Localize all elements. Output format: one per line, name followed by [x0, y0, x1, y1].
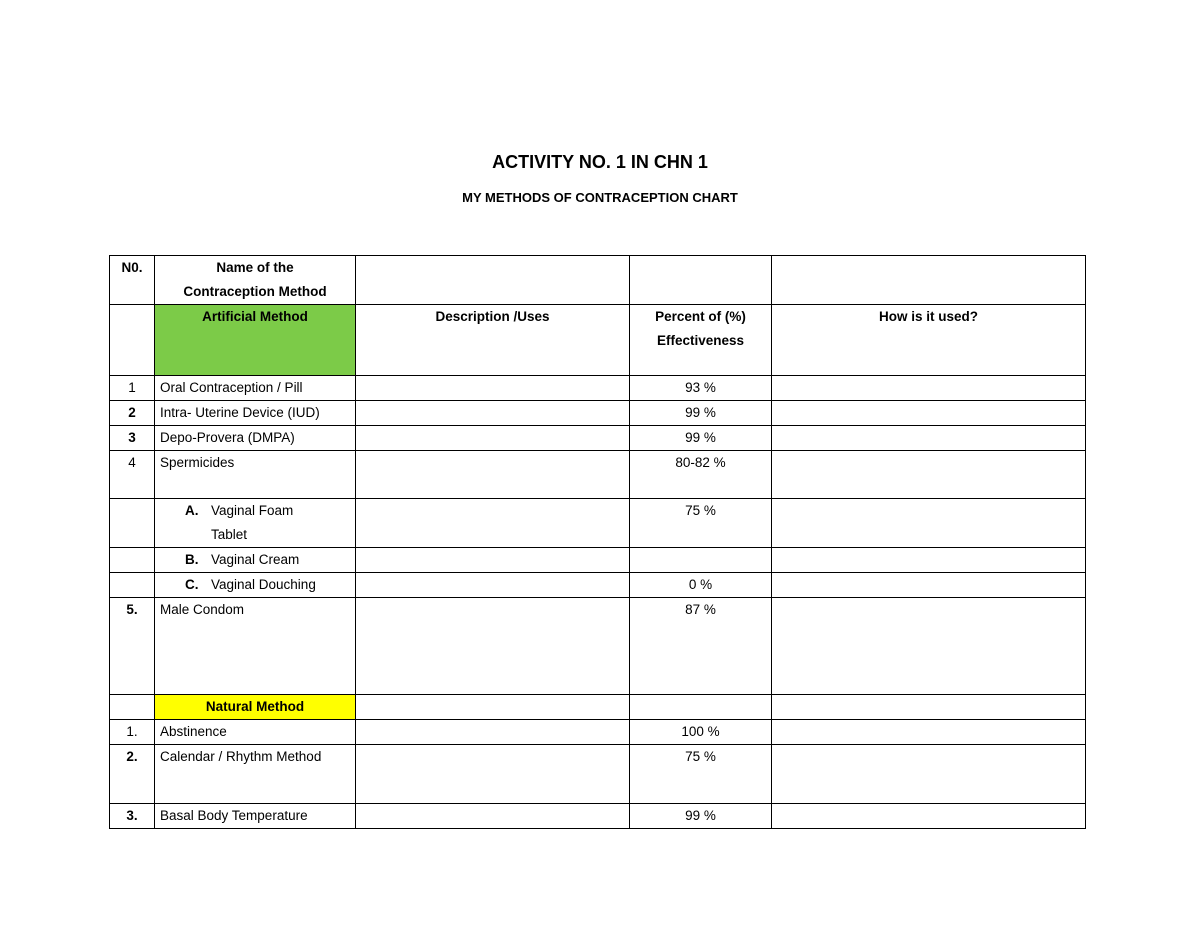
percent-cell: 80-82 %: [630, 451, 772, 499]
header-row: [110, 305, 1086, 376]
header-empty-cell: [772, 256, 1086, 305]
percent-cell: 100 %: [630, 720, 772, 745]
how-used-cell: [772, 720, 1086, 745]
table-row: [110, 426, 1086, 451]
contraception-table: [109, 255, 1086, 829]
method-name: Depo-Provera (DMPA): [155, 426, 356, 451]
description-cell: [356, 548, 630, 573]
sub-item-letter: A.: [185, 503, 199, 518]
percent-cell: 99 %: [630, 401, 772, 426]
sub-item-name-cont: Tablet: [211, 527, 248, 542]
description-cell: [356, 401, 630, 426]
how-used-cell: [772, 804, 1086, 829]
sub-item-name: Vaginal Cream: [211, 552, 300, 567]
how-used-cell: [772, 376, 1086, 401]
row-number: [110, 548, 155, 573]
page-title: ACTIVITY NO. 1 IN CHN 1: [492, 152, 708, 172]
row-number: [110, 573, 155, 598]
table-row: [110, 598, 1086, 695]
percent-cell: 75 %: [630, 499, 772, 548]
percent-cell: [630, 548, 772, 573]
row-number: 3: [110, 426, 155, 451]
description-cell: [356, 573, 630, 598]
row-number: 2.: [110, 745, 155, 804]
description-cell: [356, 451, 630, 499]
description-cell: [356, 426, 630, 451]
header-percent-line1: Percent of (%): [655, 309, 746, 324]
percent-cell: 93 %: [630, 376, 772, 401]
method-name: [155, 548, 356, 573]
method-name: Male Condom: [155, 598, 356, 695]
method-name: Calendar / Rhythm Method: [155, 745, 356, 804]
percent-cell: 99 %: [630, 804, 772, 829]
description-cell: [356, 804, 630, 829]
table-row: [110, 573, 1086, 598]
sub-item-letter: C.: [185, 577, 199, 592]
percent-cell: 99 %: [630, 426, 772, 451]
row-number: [110, 695, 155, 720]
header-percent-line2: Effectiveness: [656, 333, 745, 348]
method-name: Abstinence: [155, 720, 356, 745]
description-cell: [356, 745, 630, 804]
percent-cell: 0 %: [630, 573, 772, 598]
method-name: Oral Contraception / Pill: [155, 376, 356, 401]
method-name: Basal Body Temperature: [155, 804, 356, 829]
description-cell: [356, 695, 630, 720]
row-number: 1.: [110, 720, 155, 745]
table-row: [110, 451, 1086, 499]
how-used-cell: [772, 451, 1086, 499]
header-name-line1: Name of the: [216, 260, 294, 275]
how-used-cell: [772, 548, 1086, 573]
method-name: Intra- Uterine Device (IUD): [155, 401, 356, 426]
header-no: N0.: [110, 256, 155, 305]
row-number: 1: [110, 376, 155, 401]
table-row: [110, 720, 1086, 745]
natural-method-header: Natural Method: [155, 695, 356, 720]
sub-item-name: Vaginal Douching: [211, 577, 316, 592]
how-used-cell: [772, 695, 1086, 720]
percent-cell: [630, 695, 772, 720]
artificial-method-header: Artificial Method: [155, 305, 356, 376]
percent-cell: 87 %: [630, 598, 772, 695]
header-name-line2: Contraception Method: [183, 284, 327, 299]
header-how-used: How is it used?: [772, 305, 1086, 376]
table-row: [110, 695, 1086, 720]
method-name: [155, 499, 356, 548]
row-number: 2: [110, 401, 155, 426]
description-cell: [356, 720, 630, 745]
how-used-cell: [772, 598, 1086, 695]
how-used-cell: [772, 426, 1086, 451]
header-description: Description /Uses: [356, 305, 630, 376]
sub-item-name: Vaginal Foam: [211, 503, 294, 518]
table-row: [110, 401, 1086, 426]
description-cell: [356, 376, 630, 401]
row-number: 4: [110, 451, 155, 499]
description-cell: [356, 499, 630, 548]
method-name: Spermicides: [155, 451, 356, 499]
how-used-cell: [772, 499, 1086, 548]
header-name: [155, 256, 356, 305]
method-name: [155, 573, 356, 598]
header-empty-cell: [630, 256, 772, 305]
percent-cell: 75 %: [630, 745, 772, 804]
how-used-cell: [772, 573, 1086, 598]
table-row: [110, 499, 1086, 548]
row-number: [110, 499, 155, 548]
how-used-cell: [772, 401, 1086, 426]
header-empty-cell: [356, 256, 630, 305]
row-number: 3.: [110, 804, 155, 829]
header-empty-cell: [110, 305, 155, 376]
sub-item-letter: B.: [185, 552, 199, 567]
header-percent: [630, 305, 772, 376]
row-number: 5.: [110, 598, 155, 695]
table-row: [110, 548, 1086, 573]
table-row: [110, 804, 1086, 829]
page-subtitle: MY METHODS OF CONTRACEPTION CHART: [462, 190, 738, 205]
table-row: [110, 376, 1086, 401]
how-used-cell: [772, 745, 1086, 804]
description-cell: [356, 598, 630, 695]
header-row: [110, 256, 1086, 305]
table-row: [110, 745, 1086, 804]
